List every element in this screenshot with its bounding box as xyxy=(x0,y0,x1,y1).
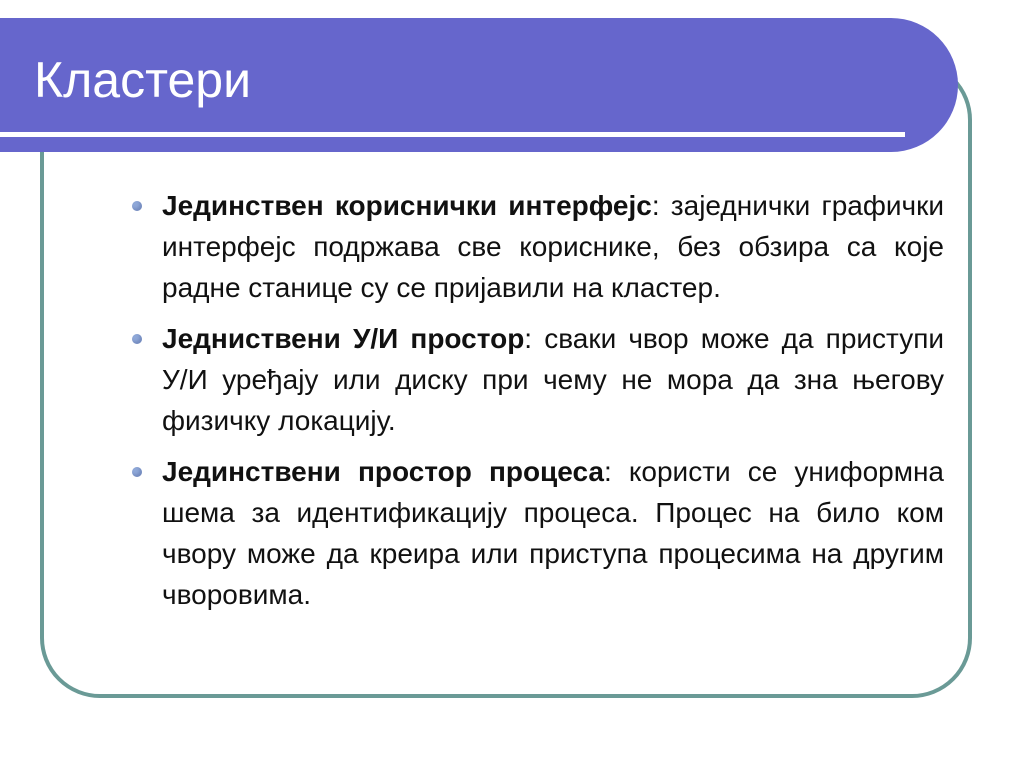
item-text: : заједнички графички интерфејс подржава све кориснике, без обзира са које радне станице су се пријавили на кластер. xyxy=(162,190,945,303)
bullet-list xyxy=(132,185,944,625)
list-item xyxy=(132,318,944,441)
item-term: Јединствен кориснички интерфејс xyxy=(162,190,652,221)
title-underline xyxy=(0,132,905,137)
slide-title: Кластери xyxy=(34,52,251,108)
item-term: Јединствени простор процеса xyxy=(162,456,604,487)
item-term: Једниствени У/И простор xyxy=(162,323,525,354)
bullet-icon xyxy=(132,334,142,344)
list-item xyxy=(132,451,944,615)
bullet-icon xyxy=(132,201,142,211)
list-item xyxy=(132,185,944,308)
bullet-icon xyxy=(132,467,142,477)
item-text: : користи се униформна шема за идентификацију процеса. Процес на било ком чвору може да креира или приступа процесима на другим чворовима. xyxy=(162,456,944,610)
item-text: : сваки чвор може да приступи У/И уређају или диску при чему не мора да зна његову физичку локацију. xyxy=(162,323,945,436)
